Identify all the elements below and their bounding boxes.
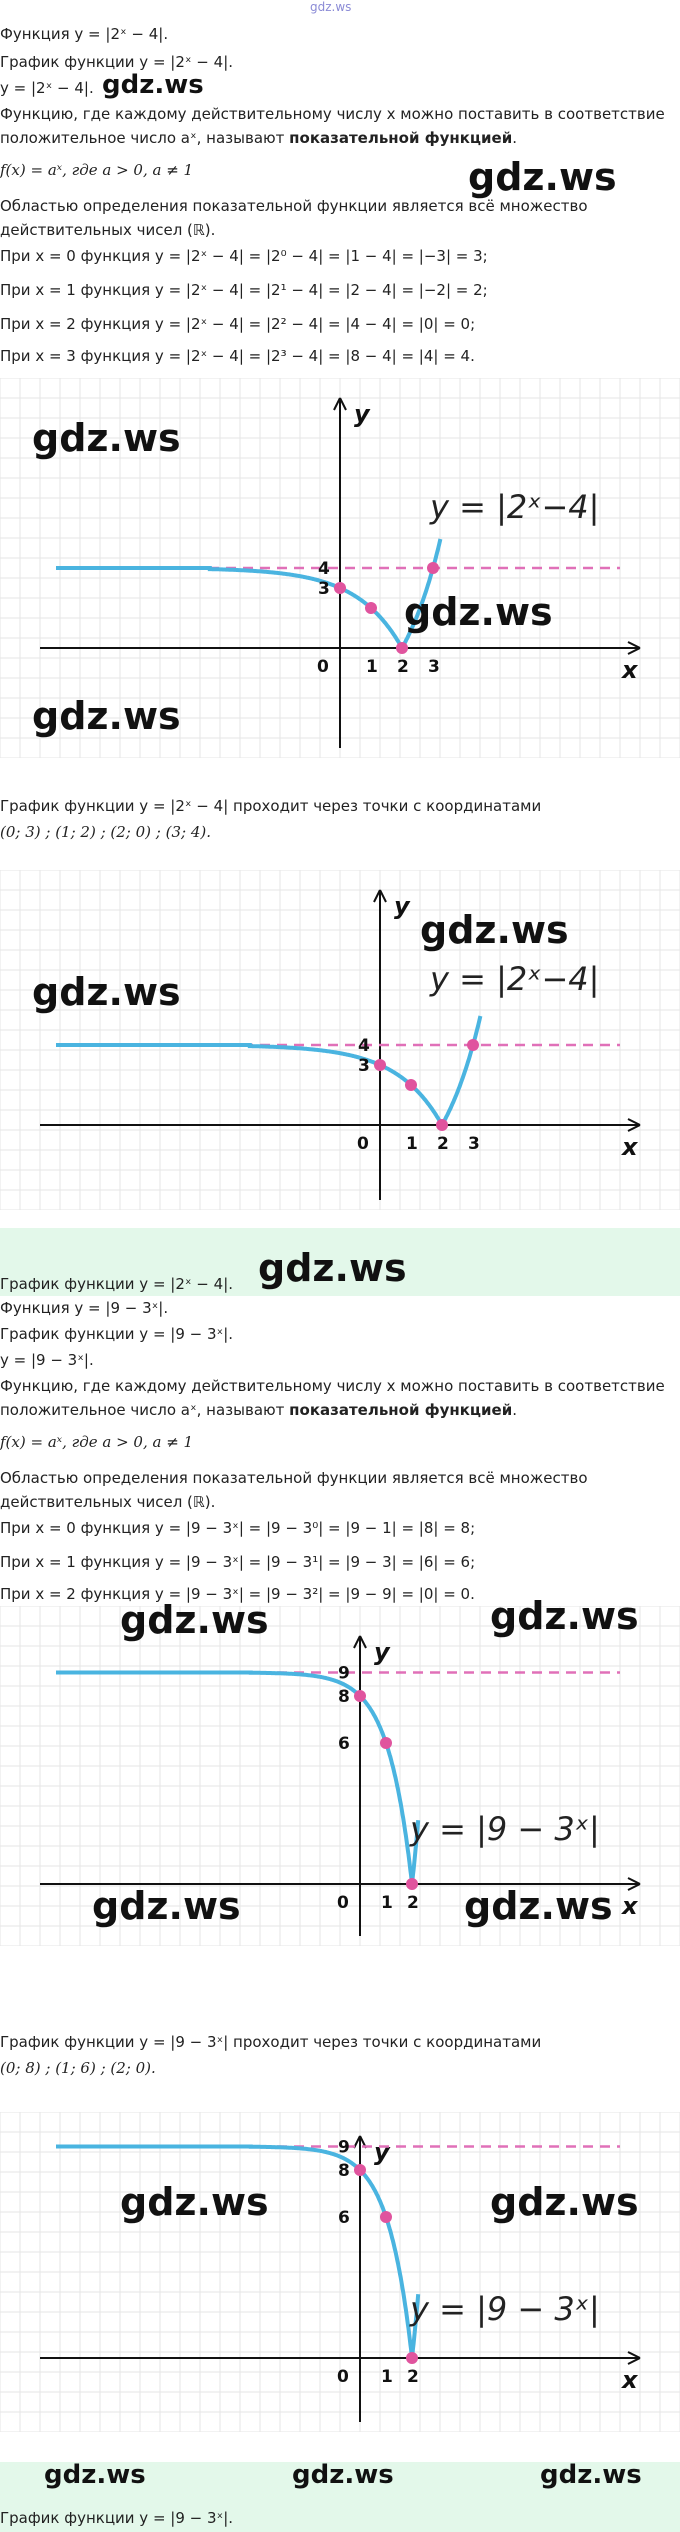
x-tick-label: 1: [381, 1893, 393, 1913]
p1-passes2: (0; 3) ; (1; 2) ; (2; 0) ; (3; 4).: [0, 823, 211, 841]
y-tick-label: 8: [338, 2161, 350, 2181]
p1-domain1: Областью определения показательной функции является всё множество: [0, 197, 588, 215]
watermark: gdz.ws: [102, 70, 204, 100]
x-tick-label: 0: [337, 2367, 349, 2387]
data-point: [467, 1039, 479, 1051]
p2-domain2: действительных чисел (ℝ).: [0, 1493, 216, 1511]
watermark: gdz.ws: [464, 1884, 613, 1928]
function-curve: [56, 539, 440, 648]
y-tick-label: 6: [338, 1734, 350, 1754]
data-point: [427, 562, 439, 574]
p2-def2b: показательной функцией: [289, 1401, 513, 1419]
x-tick-label: 1: [366, 657, 378, 677]
watermark: gdz.ws: [32, 416, 181, 460]
x-tick-label: 2: [407, 1893, 419, 1913]
data-point: [365, 602, 377, 614]
p1-line3: y = |2ˣ − 4|.: [0, 79, 94, 97]
p1-calc0: При x = 0 функция y = |2ˣ − 4| = |2⁰ − 4| = |1 − 4| = |−3| = 3;: [0, 247, 488, 265]
y-axis-label: y: [354, 400, 370, 428]
y-tick-label: 3: [318, 579, 330, 599]
data-point: [334, 582, 346, 594]
p2-line1: Функция y = |9 − 3ˣ|.: [0, 1299, 169, 1317]
p2-calc1: При x = 1 функция y = |9 − 3ˣ| = |9 − 3¹| = |9 − 3| = |6| = 6;: [0, 1553, 476, 1571]
p2-passes2: (0; 8) ; (1; 6) ; (2; 0).: [0, 2059, 156, 2077]
x-tick-label: 0: [317, 657, 329, 677]
data-point: [374, 1059, 386, 1071]
data-point: [396, 642, 408, 654]
formula-label: y = |2ˣ−4|: [430, 488, 600, 526]
data-point: [406, 2352, 418, 2364]
chart-2x-minus-4-repeat: [0, 870, 680, 1210]
p1-calc2: При x = 2 функция y = |2ˣ − 4| = |2² − 4| = |4 − 4| = |0| = 0;: [0, 315, 476, 333]
x-tick-label: 2: [437, 1134, 449, 1154]
p1-def2: [0, 128, 517, 148]
p1-line1: Функция y = |2ˣ − 4|.: [0, 25, 169, 43]
p1-def2c: .: [512, 129, 518, 147]
p2-calc2: При x = 2 функция y = |9 − 3ˣ| = |9 − 3²| = |9 − 9| = |0| = 0.: [0, 1585, 475, 1603]
x-tick-label: 3: [468, 1134, 480, 1154]
y-tick-label: 9: [338, 2137, 350, 2158]
chart-9-minus-3x-repeat: [0, 2112, 680, 2432]
x-axis-label: x: [622, 1133, 638, 1161]
data-point: [406, 1878, 418, 1890]
p1-line2: График функции y = |2ˣ − 4|.: [0, 53, 234, 71]
watermark: gdz.ws: [120, 1598, 269, 1642]
watermark: gdz.ws: [490, 1594, 639, 1638]
function-curve: [56, 1673, 418, 1885]
x-axis-label: x: [622, 1892, 638, 1920]
watermark: gdz.ws: [92, 1884, 241, 1928]
p2-line3: y = |9 − 3ˣ|.: [0, 1351, 94, 1369]
p2-final: График функции y = |9 − 3ˣ|.: [0, 2509, 234, 2527]
watermark: gdz.ws: [420, 908, 569, 952]
y-axis-label: y: [374, 2138, 390, 2166]
x-tick-label: 0: [337, 1893, 349, 1913]
y-axis-label: y: [394, 892, 410, 920]
formula-label: y = |9 − 3ˣ|: [410, 2290, 600, 2328]
p2-def1: Функцию, где каждому действительному числу x можно поставить в соответствие: [0, 1377, 665, 1395]
x-tick-label: 0: [357, 1134, 369, 1154]
y-tick-label: 3: [358, 1056, 370, 1076]
x-tick-label: 2: [407, 2367, 419, 2387]
p1-calc1: При x = 1 функция y = |2ˣ − 4| = |2¹ − 4| = |2 − 4| = |−2| = 2;: [0, 281, 488, 299]
p2-passes1: График функции y = |9 − 3ˣ| проходит через точки с координатами: [0, 2033, 542, 2051]
data-point: [354, 1690, 366, 1702]
watermark: gdz.ws: [258, 1246, 407, 1290]
top-watermark: gdz.ws: [310, 0, 352, 14]
y-tick-label: 8: [338, 1687, 350, 1707]
p1-final: График функции y = |2ˣ − 4|.: [0, 1275, 234, 1293]
formula-label: y = |9 − 3ˣ|: [410, 1810, 600, 1848]
y-tick-label: 4: [358, 1036, 370, 1056]
x-tick-label: 2: [397, 657, 409, 677]
p1-formula: f(x) = aˣ, где a > 0, a ≠ 1: [0, 161, 194, 179]
watermark: gdz.ws: [32, 694, 181, 738]
p2-formula: f(x) = aˣ, где a > 0, a ≠ 1: [0, 1433, 194, 1451]
p2-def2a: положительное число aˣ, называют: [0, 1401, 290, 1419]
y-tick-label: 9: [338, 1663, 350, 1684]
p1-def2b: показательной функцией: [289, 129, 513, 147]
p1-def1: Функцию, где каждому действительному числу x можно поставить в соответствие: [0, 105, 665, 123]
p2-line2: График функции y = |9 − 3ˣ|.: [0, 1325, 234, 1343]
data-point: [354, 2164, 366, 2176]
grid: [0, 870, 680, 1210]
p1-calc3: При x = 3 функция y = |2ˣ − 4| = |2³ − 4| = |8 − 4| = |4| = 4.: [0, 347, 475, 365]
data-point: [380, 1737, 392, 1749]
data-point: [405, 1079, 417, 1091]
p2-domain1: Областью определения показательной функции является всё множество: [0, 1469, 588, 1487]
x-tick-label: 1: [406, 1134, 418, 1154]
watermark: gdz.ws: [468, 155, 617, 199]
watermark: gdz.ws: [44, 2460, 146, 2490]
p1-domain2: действительных чисел (ℝ).: [0, 221, 216, 239]
y-axis-label: y: [374, 1638, 390, 1666]
data-point: [436, 1119, 448, 1131]
x-axis-label: x: [622, 656, 638, 684]
watermark: gdz.ws: [292, 2460, 394, 2490]
y-tick-label: 6: [338, 2208, 350, 2228]
x-tick-label: 1: [381, 2367, 393, 2387]
p1-def2a: положительное число aˣ, называют: [0, 129, 290, 147]
x-axis-label: x: [622, 2366, 638, 2394]
data-point: [380, 2211, 392, 2223]
watermark: gdz.ws: [32, 970, 181, 1014]
p2-calc0: При x = 0 функция y = |9 − 3ˣ| = |9 − 3⁰| = |9 − 1| = |8| = 8;: [0, 1519, 476, 1537]
x-tick-label: 3: [428, 657, 440, 677]
watermark: gdz.ws: [404, 590, 553, 634]
y-tick-label: 4: [318, 559, 330, 579]
formula-label: y = |2ˣ−4|: [430, 960, 600, 998]
p2-def2: [0, 1400, 517, 1420]
watermark: gdz.ws: [490, 2180, 639, 2224]
watermark: gdz.ws: [540, 2460, 642, 2490]
p2-def2c: .: [512, 1401, 518, 1419]
p1-passes1: График функции y = |2ˣ − 4| проходит через точки с координатами: [0, 797, 542, 815]
watermark: gdz.ws: [120, 2180, 269, 2224]
